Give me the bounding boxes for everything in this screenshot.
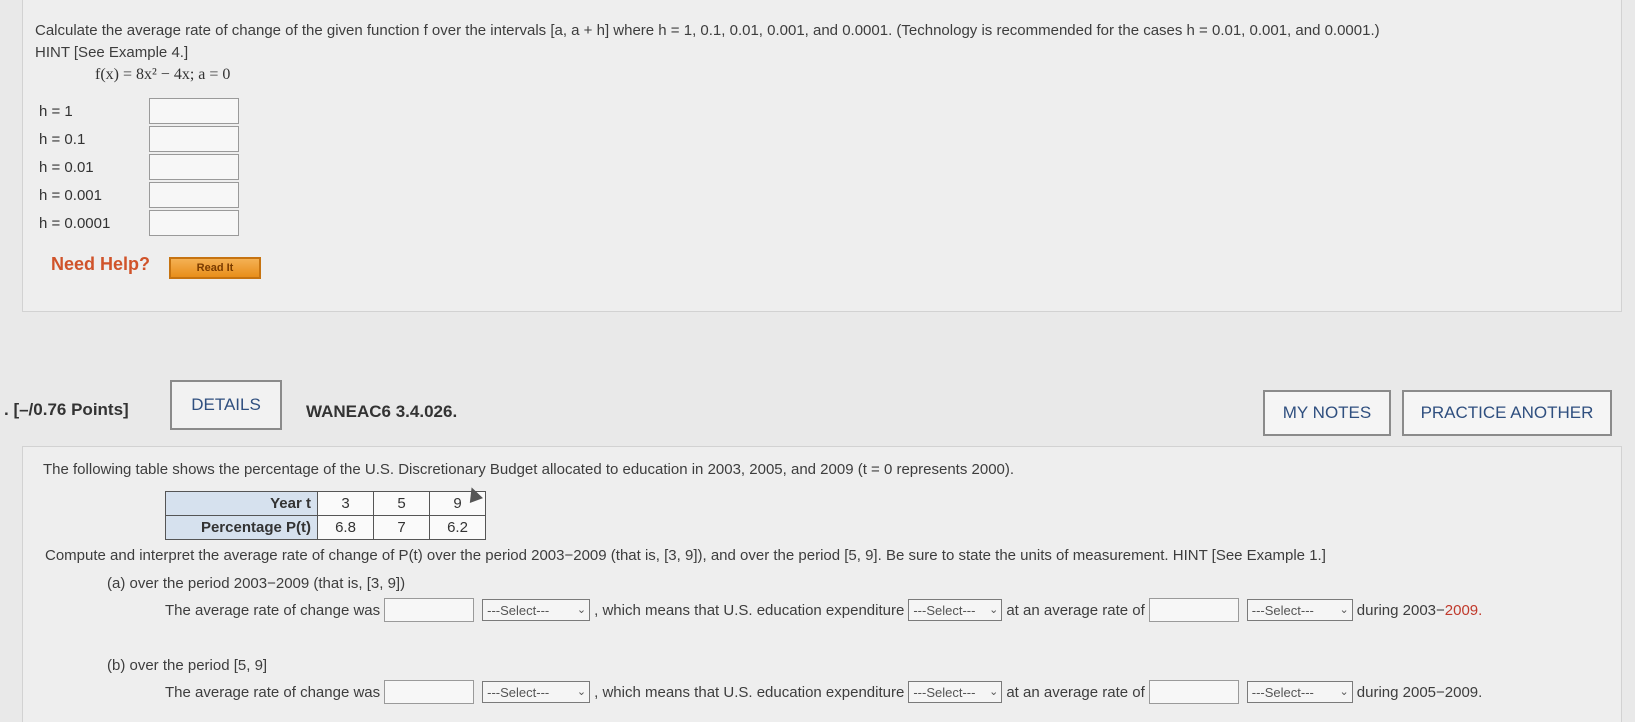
table-header-year: Year t bbox=[166, 492, 318, 516]
part-b-rate-text: at an average rate of bbox=[1006, 683, 1145, 701]
part-b-amount-units-select[interactable] bbox=[1247, 681, 1353, 703]
part-a-tail-text bbox=[1357, 602, 1483, 619]
part-a-lead-text: The average rate of change was bbox=[165, 601, 381, 619]
table-row bbox=[166, 492, 486, 516]
chevron-down-icon: ⌄ bbox=[576, 686, 587, 698]
part-a-rate-text: at an average rate of bbox=[1006, 601, 1145, 619]
h-row-5 bbox=[39, 210, 239, 236]
h-row-2 bbox=[39, 126, 239, 152]
table-cell: 9 bbox=[430, 492, 486, 516]
table-cell: 6.8 bbox=[318, 516, 374, 540]
table-cell: 3 bbox=[318, 492, 374, 516]
h-row-4 bbox=[39, 182, 239, 208]
table-cell: 5 bbox=[374, 492, 430, 516]
h-label: h = 0.001 bbox=[39, 186, 102, 204]
chevron-down-icon: ⌄ bbox=[576, 604, 587, 616]
answer-input-h-1[interactable] bbox=[149, 98, 239, 124]
data-table bbox=[165, 491, 486, 540]
part-b-units-select[interactable] bbox=[482, 681, 590, 703]
part-b-lead-text: The average rate of change was bbox=[165, 683, 381, 701]
select-placeholder: ---Select--- bbox=[1251, 602, 1314, 618]
h-label: h = 0.1 bbox=[39, 130, 86, 148]
question-2-panel bbox=[22, 446, 1622, 722]
need-help-label: Need Help? bbox=[51, 254, 151, 274]
part-a-tail-prefix: during 2003− bbox=[1356, 601, 1445, 619]
h-row-3 bbox=[39, 154, 239, 180]
table-cell: 7 bbox=[374, 516, 430, 540]
question-2-header bbox=[0, 380, 1635, 444]
select-placeholder: ---Select--- bbox=[913, 684, 976, 700]
h-label: h = 0.0001 bbox=[39, 214, 111, 232]
question-1-instructions bbox=[35, 20, 1615, 64]
chevron-down-icon: ⌄ bbox=[1339, 686, 1349, 698]
part-a-direction-select[interactable] bbox=[908, 599, 1002, 621]
select-placeholder: ---Select--- bbox=[487, 602, 550, 618]
instruction-text: Calculate the average rate of change of the given function f over the intervals [a, a + h] where h = 1, 0.1, 0.01, 0.001, and 0.0001. (Technology is recommended for the cases h = 0.01, 0.001, and 0.0001.) bbox=[35, 22, 1380, 39]
select-placeholder: ---Select--- bbox=[487, 684, 550, 700]
part-a-amount-units-select[interactable] bbox=[1247, 599, 1353, 621]
question-1-panel bbox=[22, 0, 1622, 312]
read-it-button[interactable]: Read It bbox=[169, 257, 261, 279]
h-row-1 bbox=[39, 98, 239, 124]
part-a-units-select[interactable] bbox=[482, 599, 590, 621]
my-notes-button[interactable]: MY NOTES bbox=[1263, 390, 1391, 436]
part-b-label: (b) over the period [5, 9] bbox=[107, 657, 268, 674]
chevron-down-icon: ⌄ bbox=[989, 604, 999, 616]
table-header-percentage: Percentage P(t) bbox=[166, 516, 318, 540]
points-label: . [–/0.76 Points] bbox=[4, 400, 129, 419]
part-a-amount-input[interactable] bbox=[1149, 598, 1239, 622]
compute-instructions: Compute and interpret the average rate of change of P(t) over the period 2003−2009 (that is, [3, 9]), and over the period [5, 9]. Be sure to state the units of measurement. HINT [See Example 1.] bbox=[45, 547, 1326, 564]
chevron-down-icon: ⌄ bbox=[1339, 604, 1349, 616]
part-b-tail-text: during 2005−2009. bbox=[1356, 683, 1483, 701]
practice-another-button[interactable]: PRACTICE ANOTHER bbox=[1402, 390, 1612, 436]
answer-input-h-0.0001[interactable] bbox=[149, 210, 239, 236]
h-label: h = 0.01 bbox=[39, 158, 94, 176]
chevron-down-icon: ⌄ bbox=[989, 686, 999, 698]
part-b-answer-line bbox=[165, 679, 1482, 705]
answer-input-h-0.1[interactable] bbox=[149, 126, 239, 152]
part-a-answer-line bbox=[165, 597, 1482, 623]
part-a-label: (a) over the period 2003−2009 (that is, [3, 9]) bbox=[107, 575, 406, 592]
part-b-direction-select[interactable] bbox=[908, 681, 1002, 703]
table-cell: 6.2 bbox=[430, 516, 486, 540]
answer-input-h-0.01[interactable] bbox=[149, 154, 239, 180]
select-placeholder: ---Select--- bbox=[913, 602, 976, 618]
part-a-mid-text: , which means that U.S. education expenditure bbox=[594, 601, 905, 619]
part-b-mid-text: , which means that U.S. education expenditure bbox=[594, 683, 905, 701]
part-b-rate-input[interactable] bbox=[384, 680, 474, 704]
hint-text: HINT [See Example 4.] bbox=[35, 44, 189, 61]
question-code: WANEAC6 3.4.026. bbox=[306, 402, 458, 421]
part-a-rate-input[interactable] bbox=[384, 598, 474, 622]
select-placeholder: ---Select--- bbox=[1251, 684, 1314, 700]
part-a-tail-year: 2009. bbox=[1444, 601, 1483, 619]
part-b-amount-input[interactable] bbox=[1149, 680, 1239, 704]
h-label: h = 1 bbox=[39, 102, 73, 120]
table-row bbox=[166, 516, 486, 540]
question-2-intro: The following table shows the percentage of the U.S. Discretionary Budget allocated to education in 2003, 2005, and 2009 (t = 0 represents 2000). bbox=[43, 461, 1015, 478]
function-formula: f(x) = 8x² − 4x; a = 0 bbox=[95, 66, 231, 83]
answer-input-h-0.001[interactable] bbox=[149, 182, 239, 208]
details-button[interactable]: DETAILS bbox=[170, 380, 282, 430]
